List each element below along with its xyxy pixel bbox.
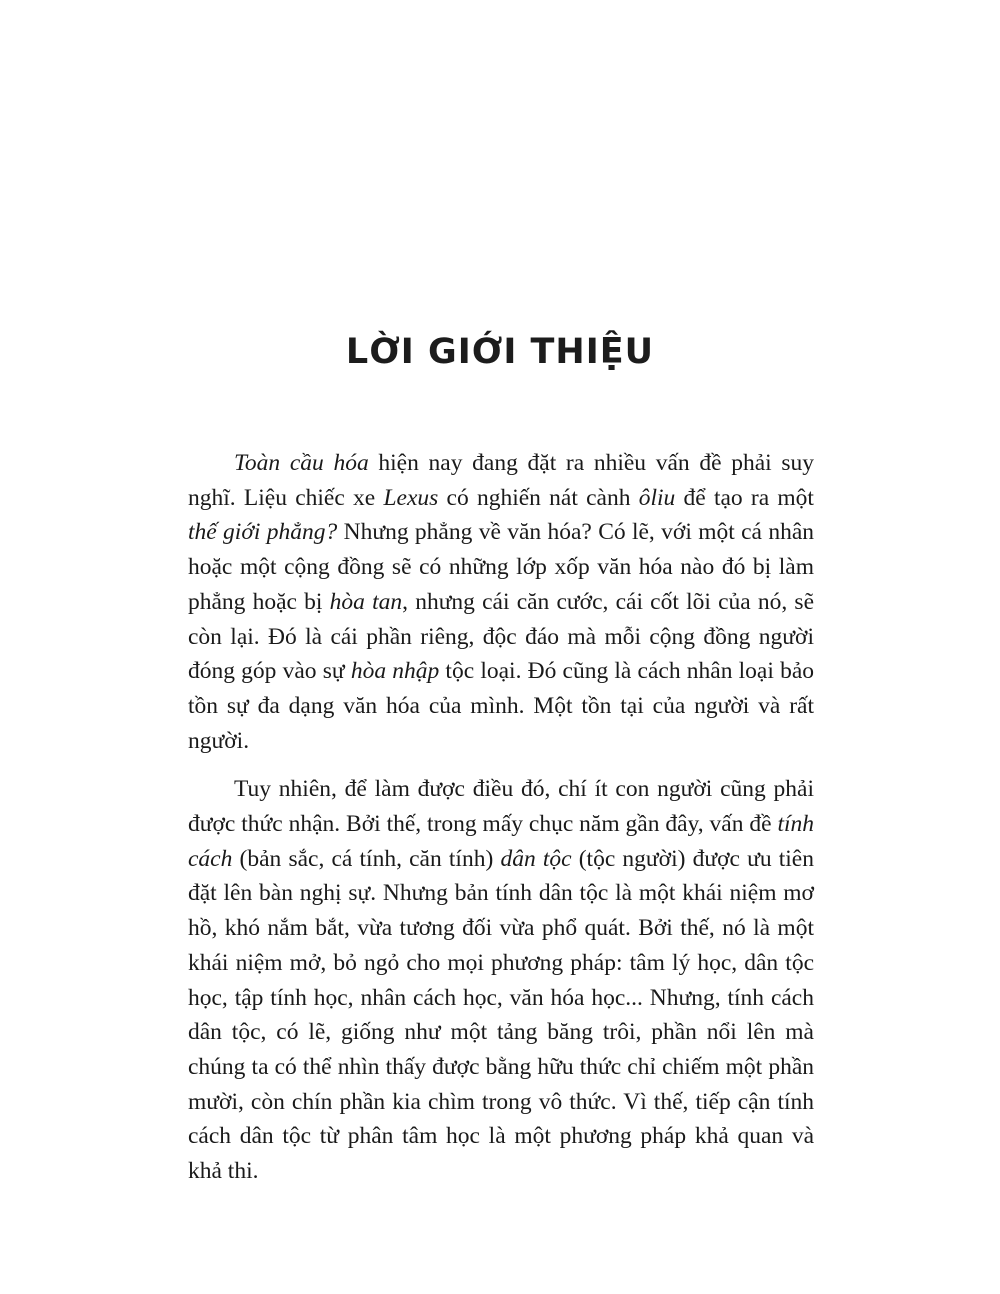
text-segment: thế giới phẳng?: [188, 519, 338, 546]
text-segment: (bản sắc, cá tính, căn tính): [232, 845, 501, 872]
text-segment: hòa nhập: [350, 658, 440, 685]
text-segment: để tạo ra một: [675, 484, 814, 511]
text-segment: Tuy nhiên, để làm được điều đó, chí ít con người cũng phải được thức nhận. Bởi thế, trong mấy chục năm gần đây, vấn đề: [188, 776, 814, 838]
text-segment: tộc loại. Đó cũng là cách nhân loại bảo tồn sự đa dạng văn hóa của mình. Một tồn tại của người và rất người.: [188, 658, 815, 754]
text-segment: Nhưng phẳng về văn hóa? Có lẽ, với một cá nhân hoặc một cộng đồng sẽ có những lớp xốp văn hóa nào đó bị làm phẳng hoặc bị: [188, 519, 814, 615]
paragraph-1: [188, 446, 814, 758]
text-segment: Lexus: [383, 484, 439, 511]
text-segment: tính cách: [188, 811, 814, 872]
page-title: LỜI GIỚI THIỆU: [345, 332, 655, 372]
body-text: [188, 446, 814, 1203]
text-segment: có nghiến nát cành: [438, 484, 639, 511]
text-segment: , nhưng cái căn cước, cái cốt lõi của nó, sẽ còn lại. Đó là cái phần riêng, độc đáo mà mỗi cộng đồng người đóng góp vào sự: [188, 588, 815, 685]
text-segment: ôliu: [638, 484, 676, 511]
paragraph-2: [188, 772, 814, 1188]
text-segment: dân tộc: [500, 845, 572, 872]
text-segment: (tộc người) được ưu tiên đặt lên bàn nghị sự. Nhưng bản tính dân tộc là một khái niệm mơ hồ, khó nắm bắt, vừa tương đối vừa phổ quát. Bởi thế, nó là một khái niệm mở, bỏ ngỏ cho mọi phương pháp: tâm lý học, dân tộc học, tập tính học, nhân cách học, văn hóa học... Nhưng, tính cách dân tộc, có lẽ, giống như một tảng băng trôi, phần nổi lên mà chúng ta có thể nhìn thấy được bằng hữu thức chỉ chiếm một phần mười, còn chín phần kia chìm trong vô thức. Vì thế, tiếp cận tính cách dân tộc từ phân tâm học là một phương pháp khả quan và khả thi.: [188, 845, 814, 1185]
text-segment: hiện nay đang đặt ra nhiều vấn đề phải suy nghĩ. Liệu chiếc xe: [188, 450, 815, 511]
text-segment: hòa tan: [329, 588, 403, 615]
text-segment: Toàn cầu hóa: [234, 450, 369, 476]
